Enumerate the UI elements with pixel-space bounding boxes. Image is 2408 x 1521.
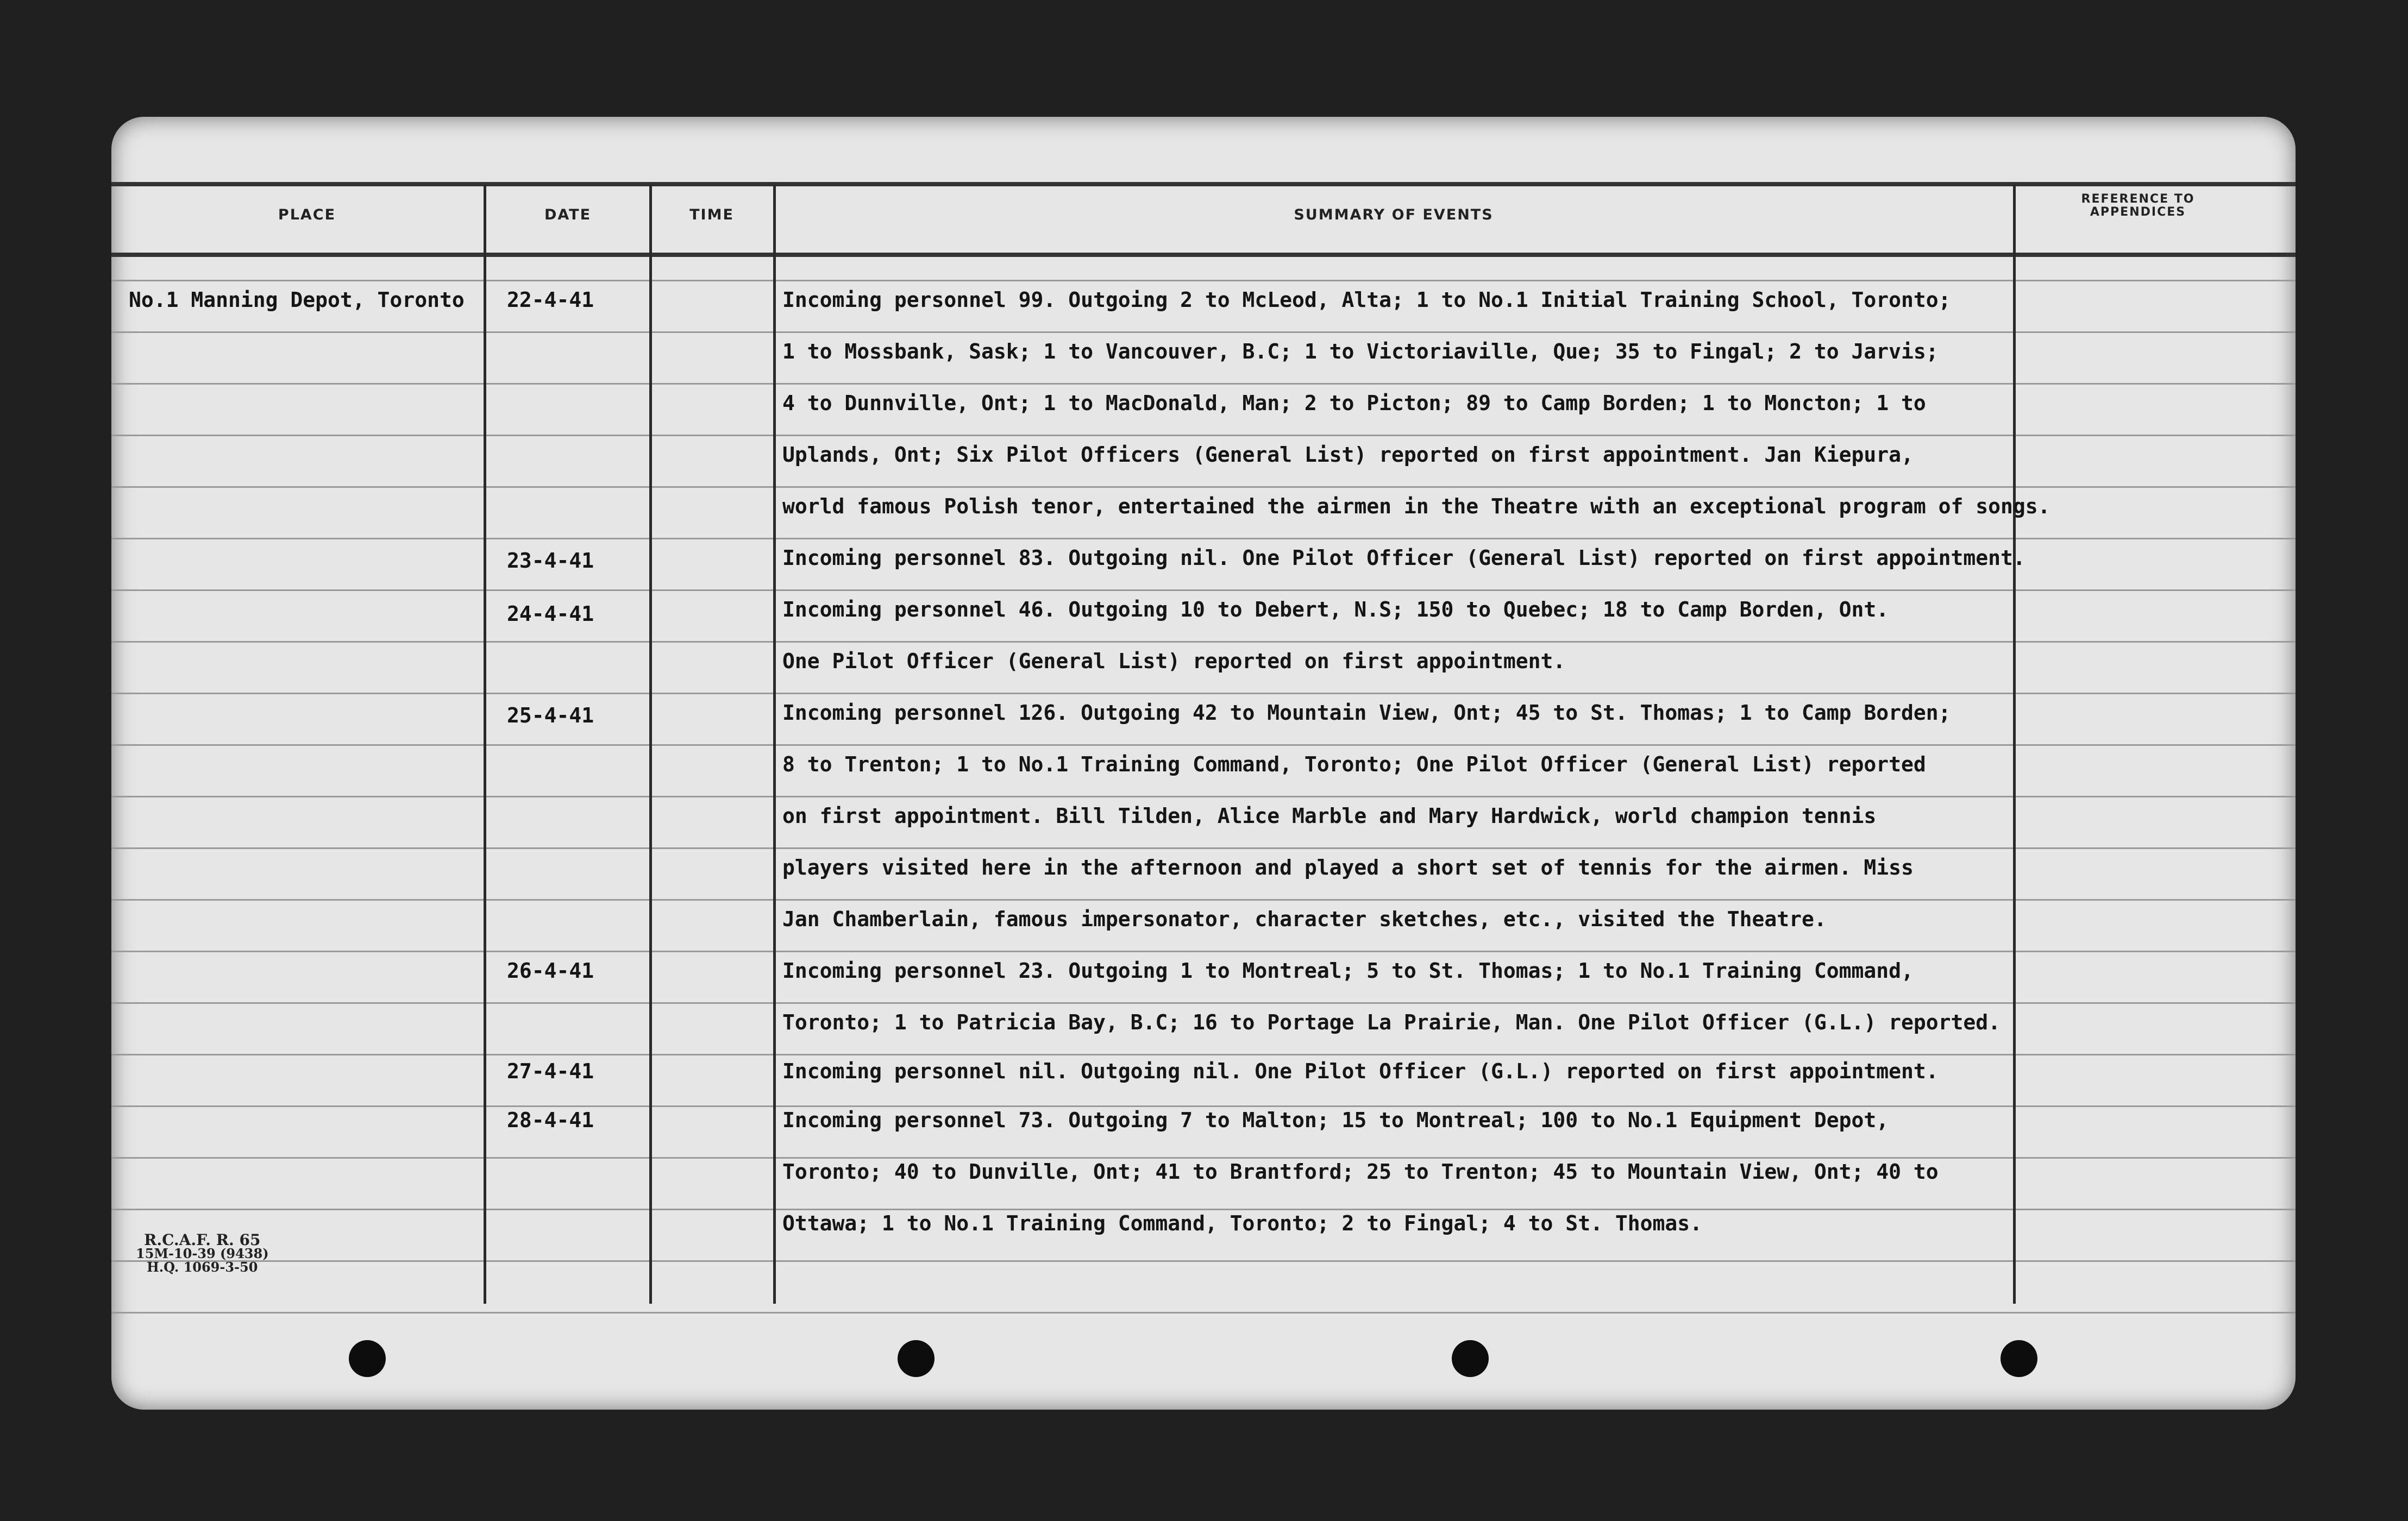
binder-hole bbox=[898, 1340, 935, 1377]
ruled-line bbox=[111, 796, 2296, 797]
header-reference: REFERENCE TO APPENDICES bbox=[2081, 192, 2195, 219]
summary-line: One Pilot Officer (General List) reported on first appointment. bbox=[782, 649, 1566, 673]
summary-line: Incoming personnel 23. Outgoing 1 to Montreal; 5 to St. Thomas; 1 to No.1 Training Command, bbox=[782, 959, 1914, 983]
ruled-line bbox=[111, 383, 2296, 385]
form-number-line: 15M-10-39 (9438) bbox=[136, 1246, 269, 1261]
ruled-line bbox=[111, 744, 2296, 746]
date-entry: 26-4-41 bbox=[507, 959, 594, 983]
binder-hole bbox=[2001, 1340, 2037, 1377]
header-time: TIME bbox=[689, 206, 734, 223]
summary-line: 1 to Mossbank, Sask; 1 to Vancouver, B.C; 1 to Victoriaville, Que; 35 to Fingal; 2 to Jarvis; bbox=[782, 340, 1939, 363]
ruled-line bbox=[111, 589, 2296, 591]
ruled-line bbox=[111, 538, 2296, 539]
date-entry: 22-4-41 bbox=[507, 288, 594, 312]
diary-card bbox=[111, 117, 2296, 1410]
ruled-line bbox=[111, 331, 2296, 333]
date-entry: 27-4-41 bbox=[507, 1059, 594, 1083]
form-number bbox=[136, 1233, 269, 1274]
header-summary: SUMMARY OF EVENTS bbox=[1294, 206, 1494, 223]
column-divider-summary bbox=[2013, 185, 2016, 1304]
ruled-line bbox=[111, 1157, 2296, 1159]
summary-line: 8 to Trenton; 1 to No.1 Training Command, Toronto; One Pilot Officer (General List) reported bbox=[782, 752, 1926, 776]
date-entry: 25-4-41 bbox=[507, 703, 594, 727]
summary-line: Uplands, Ont; Six Pilot Officers (General List) reported on first appointment. Jan Kiepura, bbox=[782, 443, 1914, 467]
summary-line: on first appointment. Bill Tilden, Alice Marble and Mary Hardwick, world champion tennis bbox=[782, 804, 1877, 828]
date-entry: 24-4-41 bbox=[507, 602, 594, 626]
ruled-line bbox=[111, 1209, 2296, 1210]
ruled-line bbox=[111, 435, 2296, 436]
summary-line: Incoming personnel 83. Outgoing nil. One Pilot Officer (General List) reported on first appointment. bbox=[782, 546, 2026, 570]
ruled-line bbox=[111, 280, 2296, 281]
summary-line: Incoming personnel 73. Outgoing 7 to Malton; 15 to Montreal; 100 to No.1 Equipment Depot, bbox=[782, 1108, 1889, 1132]
ruled-line bbox=[111, 899, 2296, 901]
column-divider-date bbox=[649, 185, 652, 1304]
form-number-line: H.Q. 1069-3-50 bbox=[147, 1259, 258, 1275]
summary-line: Jan Chamberlain, famous impersonator, character sketches, etc., visited the Theatre. bbox=[782, 907, 1827, 931]
ruled-line bbox=[111, 1105, 2296, 1107]
column-divider-time bbox=[773, 185, 776, 1304]
column-divider-place bbox=[484, 185, 486, 1304]
binder-hole bbox=[1452, 1340, 1489, 1377]
summary-line: world famous Polish tenor, entertained the airmen in the Theatre with an exceptional program of songs. bbox=[782, 494, 2050, 518]
header-rule bbox=[111, 253, 2296, 257]
ruled-line bbox=[111, 951, 2296, 952]
header-date: DATE bbox=[544, 206, 592, 223]
summary-line: Incoming personnel 126. Outgoing 42 to Mountain View, Ont; 45 to St. Thomas; 1 to Camp Borden; bbox=[782, 701, 1951, 725]
header-place: PLACE bbox=[278, 206, 336, 223]
summary-line: Incoming personnel nil. Outgoing nil. One Pilot Officer (G.L.) reported on first appointment. bbox=[782, 1059, 1939, 1083]
summary-line: players visited here in the afternoon and played a short set of tennis for the airmen. Miss bbox=[782, 856, 1914, 879]
ruled-line bbox=[111, 847, 2296, 849]
ruled-line bbox=[111, 1312, 2296, 1313]
header-rule bbox=[111, 182, 2296, 186]
summary-line: Incoming personnel 46. Outgoing 10 to Debert, N.S; 150 to Quebec; 18 to Camp Borden, Ont. bbox=[782, 598, 1889, 621]
summary-line: Toronto; 1 to Patricia Bay, B.C; 16 to Portage La Prairie, Man. One Pilot Officer (G.L.) reported. bbox=[782, 1010, 2001, 1034]
summary-line: Toronto; 40 to Dunville, Ont; 41 to Brantford; 25 to Trenton; 45 to Mountain View, Ont; 40 to bbox=[782, 1160, 1939, 1184]
ruled-line bbox=[111, 1054, 2296, 1055]
date-entry: 28-4-41 bbox=[507, 1108, 594, 1132]
ruled-line bbox=[111, 486, 2296, 488]
ruled-line bbox=[111, 641, 2296, 643]
date-entry: 23-4-41 bbox=[507, 549, 594, 573]
ruled-line bbox=[111, 1260, 2296, 1262]
place-entry: No.1 Manning Depot, Toronto bbox=[129, 288, 465, 312]
summary-line: 4 to Dunnville, Ont; 1 to MacDonald, Man; 2 to Picton; 89 to Camp Borden; 1 to Moncton; 1 to bbox=[782, 391, 1926, 415]
ruled-line bbox=[111, 1002, 2296, 1004]
binder-hole bbox=[349, 1340, 386, 1377]
form-number-line: R.C.A.F. R. 65 bbox=[144, 1231, 261, 1249]
summary-line: Ottawa; 1 to No.1 Training Command, Toronto; 2 to Fingal; 4 to St. Thomas. bbox=[782, 1211, 1702, 1235]
summary-line: Incoming personnel 99. Outgoing 2 to McLeod, Alta; 1 to No.1 Initial Training School, Toronto; bbox=[782, 288, 1951, 312]
ruled-line bbox=[111, 693, 2296, 694]
